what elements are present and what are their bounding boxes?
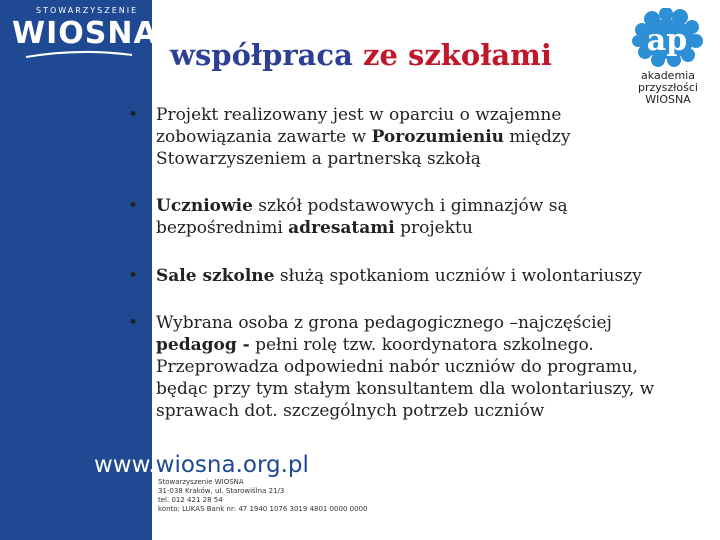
- brand-small-text: STOWARZYSZENIE: [36, 6, 139, 15]
- brand-swoosh-icon: [24, 50, 134, 60]
- ap-line2: przyszłości: [638, 81, 698, 94]
- ap-line1: akademia: [641, 69, 695, 82]
- page-title: [170, 38, 552, 72]
- title-part1: współpraca: [170, 38, 353, 72]
- title-part2: ze szkołami: [362, 38, 552, 72]
- brand-name: WIOSNA: [12, 16, 158, 51]
- footer-address: [158, 478, 367, 514]
- list-item: • Projekt realizowany jest w oparciu o wzajemne zobowiązania zawarte w Porozumieniu między Stowarzyszeniem a partnerską szkołą: [128, 105, 571, 169]
- list-item: • Sale szkolne służą spotkaniom uczniów i wolontariuszy: [128, 266, 642, 286]
- bullet-list: [118, 104, 678, 422]
- ap-logo-text: [628, 70, 708, 106]
- website-url: www.wiosna.org.pl: [94, 452, 309, 478]
- list-item: • Uczniowie szkół podstawowych i gimnazjów są bezpośrednimi adresatami projektu: [128, 196, 568, 238]
- footer-line3: tel. 012 421 28 54: [158, 496, 223, 504]
- list-item: • Wybrana osoba z grona pedagogicznego –najczęściej pedagog - pełni rolę tzw. koordynatora szkolnego. Przeprowadza odpowiedni nabór uczniów do programu, będąc przy tym stałym konsultantem dla wolontariuszy, w sprawach dot. szczególnych potrzeb uczniów: [128, 313, 655, 421]
- ap-line3: WIOSNA: [645, 93, 691, 106]
- footer-line2: 31-038 Kraków, ul. Starowiślna 21/3: [158, 487, 285, 495]
- footer-line4: konto: LUKAS Bank nr: 47 1940 1076 3019 4801 0000 0000: [158, 505, 368, 513]
- ap-mark: ap: [646, 23, 688, 58]
- footer-line1: Stowarzyszenie WIOSNA: [158, 478, 244, 486]
